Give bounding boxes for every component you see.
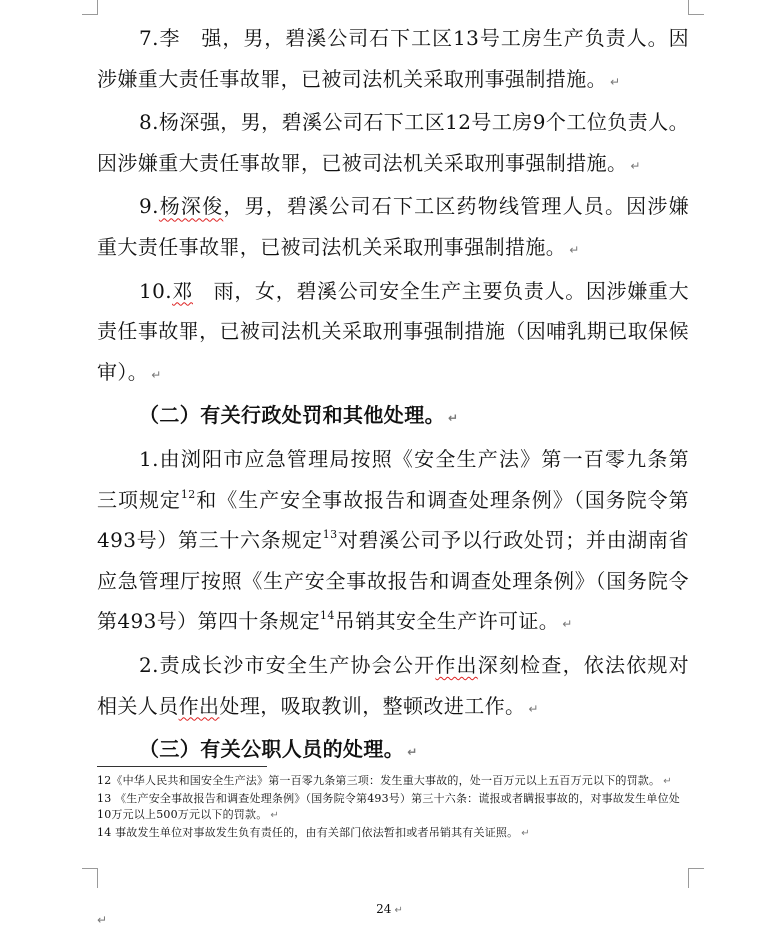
- crop-mark-bottom-right-h: [688, 868, 704, 869]
- spellcheck-flagged-word: 作出: [435, 652, 478, 677]
- paragraph-mark: ↵: [663, 776, 672, 787]
- paragraph-mark: ↵: [394, 905, 403, 916]
- paragraph-penalty-2: [97, 645, 689, 729]
- page-number: [0, 902, 779, 916]
- paragraph-item-8: [97, 102, 689, 186]
- paragraph-text: 深刻检查，依法依规对相关人员: [97, 652, 689, 718]
- page-number-text: 24: [376, 902, 392, 916]
- heading-text: （二）有关行政处罚和其他处理。: [139, 403, 445, 428]
- paragraph-text: 对碧溪公司予以行政处罚；并由湖南省应急管理厅按照《生产安全事故报告和调查处理条例》（国务院令第493号）第四十条规定: [97, 528, 689, 634]
- paragraph-text: 8.杨深强，男，碧溪公司石下工区12号工房9个工位负责人。因涉嫌重大责任事故罪，已被司法机关采取刑事强制措施。: [97, 110, 689, 175]
- paragraph-text: 处理，吸取教训，整顿改进工作。: [219, 693, 526, 718]
- paragraph-text: 10.: [139, 278, 173, 303]
- footnote-12: [97, 773, 689, 790]
- paragraph-mark: ↵: [448, 411, 459, 426]
- paragraph-mark: ↵: [528, 701, 539, 716]
- paragraph-mark: ↵: [407, 745, 418, 760]
- footnote-text: 14 事故发生单位对事故发生负有责任的，由有关部门依法暂扣或者吊销其有关证照。: [97, 826, 519, 839]
- paragraph-mark: ↵: [610, 74, 621, 89]
- crop-mark-top-right-h: [688, 14, 704, 15]
- paragraph-mark: ↵: [270, 810, 279, 821]
- crop-mark-bottom-left-h: [82, 868, 98, 869]
- footnote-text: 13 《生产安全事故报告和调查处理条例》（国务院令第493号）第三十六条：谎报或者瞒报事故的，对事故发生单位处10万元以上500万元以下的罚款。: [97, 792, 680, 821]
- spellcheck-flagged-word: 作出: [178, 693, 220, 718]
- paragraph-penalty-1: [97, 439, 689, 645]
- footnotes: [97, 773, 689, 843]
- paragraph-text: 7.李 强，男，碧溪公司石下工区13号工房生产负责人。因涉嫌重大责任事故罪，已被司法机关采取刑事强制措施。: [97, 26, 689, 91]
- spellcheck-flagged-name: 邓: [172, 278, 193, 303]
- paragraph-mark: ↵: [151, 367, 162, 382]
- paragraph-text: 雨，女，碧溪公司安全生产主要负责人。因涉嫌重大责任事故罪，已被司法机关采取刑事强制措施（因哺乳期已取保候审）。: [97, 278, 689, 384]
- paragraph-mark: ↵: [521, 828, 530, 839]
- crop-mark-bottom-right-v: [688, 868, 689, 888]
- footnote-13: [97, 791, 689, 824]
- paragraph-item-10: [97, 271, 689, 396]
- crop-mark-bottom-left-v: [97, 868, 98, 888]
- footnote-ref-14[interactable]: 14: [319, 609, 335, 623]
- crop-mark-top-left-v: [97, 0, 98, 14]
- footnote-ref-13[interactable]: 13: [322, 528, 338, 542]
- footnote-text: 12《中华人民共和国安全生产法》第一百零九条第三项：发生重大事故的，处一百万元以上五百万元以下的罚款。: [97, 774, 661, 787]
- paragraph-text: 9.: [139, 194, 159, 219]
- section-heading-2: [97, 395, 689, 439]
- paragraph-mark: ↵: [562, 617, 573, 632]
- end-paragraph-mark: ↵: [97, 913, 108, 927]
- paragraph-text: 和《生产安全事故报告和调查处理条例》（国务院令第493号）第三十六条规定: [97, 487, 689, 553]
- footnote-separator: [97, 766, 267, 767]
- paragraph-text: ，男，碧溪公司石下工区药物线管理人员。因涉嫌重大责任事故罪，已被司法机关采取刑事强制措施。: [97, 194, 689, 259]
- spellcheck-flagged-name: 杨深俊: [158, 194, 224, 219]
- crop-mark-top-right-v: [688, 0, 689, 14]
- paragraph-text: 2.责成长沙市安全生产协会公开: [139, 652, 436, 677]
- paragraph-item-9: [97, 186, 689, 270]
- document-body: [97, 18, 689, 773]
- heading-text: （三）有关公职人员的处理。: [139, 737, 405, 762]
- footnote-ref-12[interactable]: 12: [180, 487, 196, 501]
- paragraph-text: 吊销其安全生产许可证。: [334, 609, 560, 634]
- paragraph-item-7: [97, 18, 689, 102]
- footnote-14: [97, 825, 689, 842]
- paragraph-mark: ↵: [569, 242, 580, 257]
- paragraph-mark: ↵: [630, 158, 641, 173]
- crop-mark-top-left-h: [82, 14, 98, 15]
- paragraph-text: 1.由浏阳市应急管理局按照《安全生产法》第一百零九条第三项规定: [97, 446, 689, 512]
